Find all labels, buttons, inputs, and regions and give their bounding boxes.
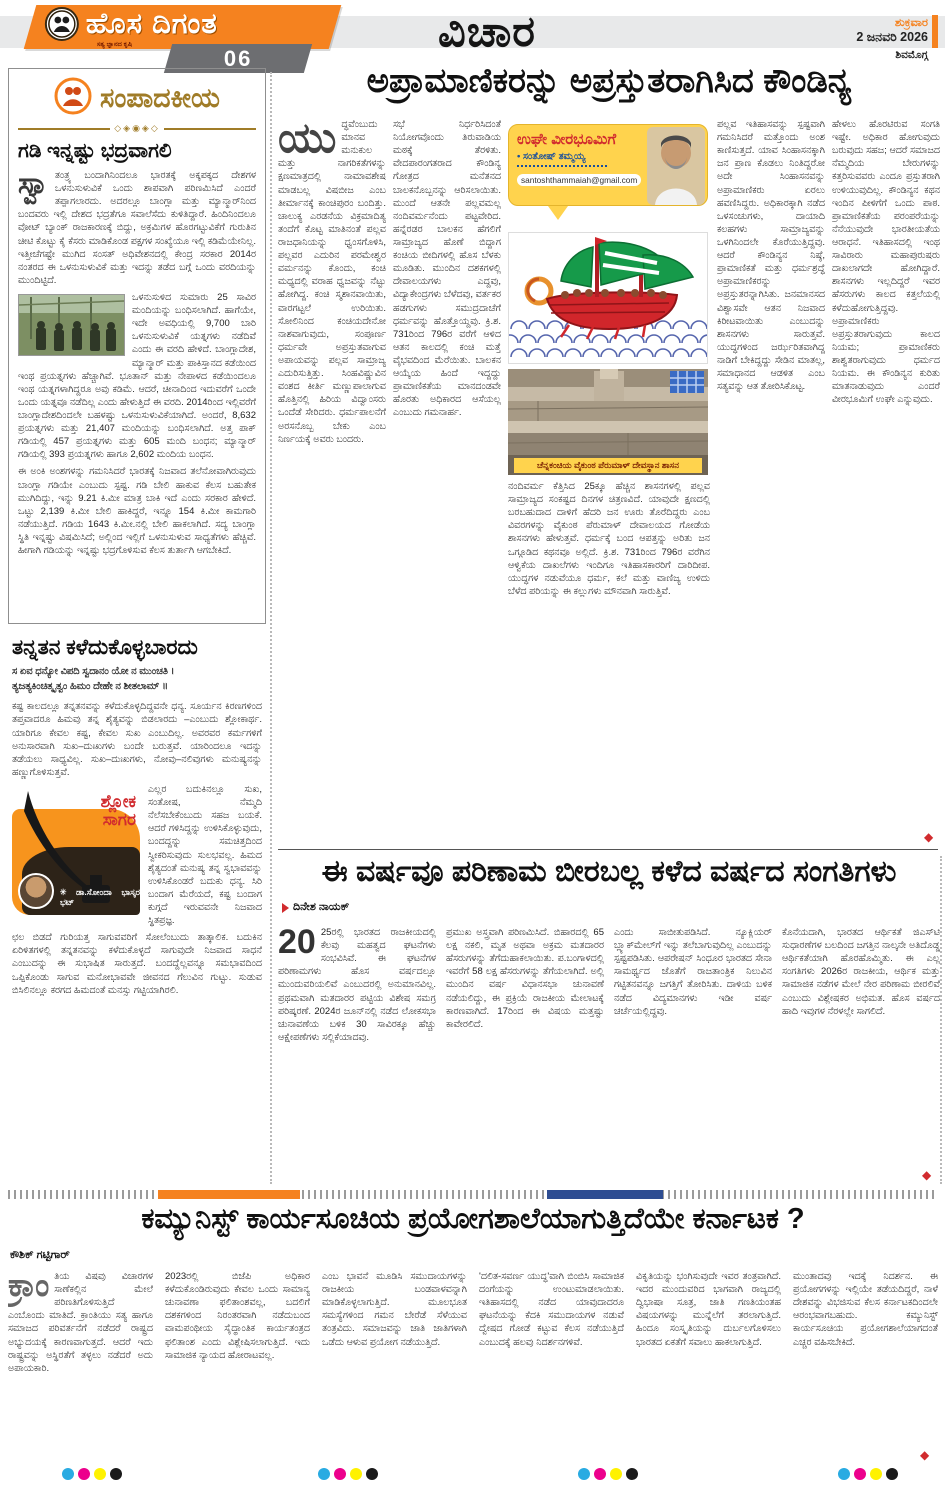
shloka-verse: ಸ ಏವ ಧನ್ಯೋ ವಿಪದಿ ಸ್ವದಾನಂ ಯೋ ನ ಮುಂಚತಿ । ತ್ಯಜತ್ಯಕಿಂಚಿತ್ಕೃತ್ವಂ ಹಿಮಂ ದೇಹೇ ನ ಶೀತಲಾಮ್ ॥ xyxy=(12,666,175,692)
badge-author-name: ✳ ಡಾ.ಸೋಂದಾ ಭಾಸ್ಕರ ಭಟ್ xyxy=(60,886,140,907)
shloka-paragraph: ಶ್ಲೋಕ ಸಾಗರ ✳ ಡಾ.ಸೋಂದಾ ಭಾಸ್ಕರ ಭಟ್ ಎಲ್ಲರ ಬದುಕಿನಲ್ಲೂ ಸುಖ, ಸಂತೋಷ, ನೆಮ್ಮದಿ ನೆಲೆಸಬೇಕೆಂಬುದು ಸಹಜ ಬಯಕೆ. ಆದರೆ ಗಳಿಸಿದ್ದನ್ನು ಉಳಿಸಿಕೊಳ್ಳುವುದು, ಬಂದದ್ದನ್ನು ಸಮಚಿತ್ತದಿಂದ ಸ್ವೀಕರಿಸುವುದು ಸುಲಭವಲ್ಲ. ಹಿಮದ ಶೈತ್ಯದಂತೆ ಮನುಷ್ಯ ತನ್ನ ಸ್ವಭಾವವನ್ನು ಉಳಿಸಿಕೊಂಡರೆ ಬದುಕು ಧನ್ಯ. ಸಿರಿ ಬಂದಾಗ ಮೆರೆಯದೆ, ಕಷ್ಟ ಬಂದಾಗ ಕುಗ್ಗದೆ ಇರುವವನೇ ನಿಜವಾದ ಸ್ಥಿತಪ್ರಜ್ಞ. xyxy=(12,783,262,927)
badge-title: ಶ್ಲೋಕ ಸಾಗರ xyxy=(100,792,136,829)
page-number: 06 xyxy=(164,44,312,73)
newspaper-title: ಹೊಸ ದಿಗಂತ xyxy=(85,7,218,40)
magenta-dot xyxy=(334,1468,346,1480)
ornament-divider: ◇◈◉◈◇ xyxy=(18,123,256,134)
year-article-byline: ದಿನೇಶ ನಾಯಕ್ xyxy=(282,901,349,914)
figure-column xyxy=(508,118,710,844)
article-end-mark: ◆ xyxy=(920,1448,930,1462)
author-photo xyxy=(647,127,705,205)
cmyk-registration-dots xyxy=(318,1468,378,1480)
edition-city: ಶಿವಮೊಗ್ಗ xyxy=(895,48,928,61)
author-email: santoshthammaiah@gmail.com xyxy=(517,174,641,186)
article-end-mark: ◆ xyxy=(922,1168,932,1182)
cmyk-registration-dots xyxy=(62,1468,122,1480)
article-column: ವಿಕೃತಿಯನ್ನು ಭಂಗಿಸುವುದೇ ಇವರ ತಂತ್ರವಾಗಿದೆ. ಇದರ ಮುಂದುವರಿದ ಭಾಗವಾಗಿ ರಾಜ್ಯದಲ್ಲಿ ದ್ವಿಭಾಷಾ ಸೂತ್ರ, ಜಾತಿ ಗಣತಿಯಂತಹ ವಿಷಯಗಳನ್ನು ಮುನ್ನೆಲೆಗೆ ತರಲಾಗುತ್ತಿದೆ. ಹಿಂದೂ ಸಂಸ್ಕೃತಿಯನ್ನು ದುರ್ಬಲಗೊಳಿಸಲು ಭಾರತದ ಏಕತೆಗೆ ಸವಾಲು ಹಾಕಲಾಗುತ್ತಿದೆ. xyxy=(636,1271,781,1348)
article-column: ಎಂದು ಸಾಬೀತುಪಡಿಸಿದೆ. ನ್ಯೂಕ್ಲಿಯರ್ ಬ್ಲ್ಯಾಕ್‌ಮೇಲ್‌ಗೆ ಇನ್ನು ತಲೆಬಾಗುವುದಿಲ್ಲ ಎಂಬುದನ್ನು ಸ್ಪಷ್ಟಪಡಿಸಿತು. ಆಪರೇಷನ್ ಸಿಂಧೂರ ಭಾರತದ ಸೇನಾ ಸಾಮರ್ಥ್ಯದ ಜೊತೆಗೆ ರಾಜತಾಂತ್ರಿಕ ನಿಲುವಿನ ಗಟ್ಟಿತನವನ್ನೂ ಜಗತ್ತಿಗೆ ತೋರಿಸಿತು. ದಾಳಿಯ ಬಳಿಕ ನಡೆದ ವಿದ್ಯಮಾನಗಳು ಇಡೀ ವರ್ಷ ಚರ್ಚೆಯಲ್ಲಿದ್ದವು. xyxy=(614,927,772,1017)
cmyk-registration-dots xyxy=(838,1468,898,1480)
border-security-photo xyxy=(18,294,125,356)
magenta-dot xyxy=(854,1468,866,1480)
article-column: 2023ರಲ್ಲಿ ಬಿಜೆಪಿ ಅಧಿಕಾರ ಕಳೆದುಕೊಂಡಿರುವುದು ಕೇವಲ ಒಂದು ಸಾಮಾನ್ಯ ಚುನಾವಣಾ ಫಲಿತಾಂಶವಲ್ಲ, ಬದಲಿಗೆ ದಶಕಗಳಿಂದ ನಿರಂತರವಾಗಿ ನಡೆದುಬಂದ ವಾಮಪಂಥೀಯ ಸೈದ್ಧಾಂತಿಕ ಕಾರ್ಯತಂತ್ರದ ಫಲಿತಾಂಶ ಎಂದು ವಿಶ್ಲೇಷಿಸಲಾಗುತ್ತಿದೆ. ಇದು ಸಾಮಾಜಿಕ ನ್ಯಾಯದ ಹೋರಾಟವಲ್ಲ. xyxy=(165,1271,310,1361)
dotted-flourish xyxy=(517,165,607,167)
tick-divider-orange xyxy=(158,1190,300,1199)
editorial-paragraph: ಸ್ವಾ ತಂತ್ರ್ಯ ಬಂದಾಗಿನಿಂದಲೂ ಭಾರತಕ್ಕೆ ಅಕ್ಕಪಕ್ಕದ ದೇಶಗಳ ಒಳನುಸುಳುವಿಕೆ ಒಂದು ಶಾಪವಾಗಿ ಪರಿಣಮಿಸಿದೆ ಎಂದರೆ ತಪ್ಪಾಗಲಾರದು. ಅದರಲ್ಲೂ ಬಾಂಗ್ಲಾ ಮತ್ತು ಮ್ಯಾನ್ಮಾರ್‌ನಿಂದ ಬಂದವರು ಇಲ್ಲಿ ದೇಶದ ಭದ್ರತೆಗೂ ಸವಾಲೆಸೆದು ಕುಳಿತಿದ್ದಾರೆ. ಹಿಂದಿನಿಂದಲೂ ವೋಟ್ ಬ್ಯಾಂಕ್ ರಾಜಕಾರಣಕ್ಕೆ ಬಿದ್ದು, ಅಕ್ರಮಿಗಳ ಹೊರಗಟ್ಟುವಿಕೆಗೆ ಗುರುತಿನ ಚೀಟಿ ಕೊಟ್ಟು ಕೈ ಕೆಸರು ಮಾಡಿಕೊಂಡ ಪಕ್ಷಗಳ ಸಂಖ್ಯೆಯೂ ಇಲ್ಲಿ ಕಡಿಮೆಯೇನಿಲ್ಲ. ಇತ್ತೀಚೆಗಷ್ಟೇ ಮುಗಿದ ಸಂಸತ್ ಅಧಿವೇಶನದಲ್ಲಿ ಕೇಂದ್ರ ಸರಕಾರ 2014ರ ನಂತರದ ಈ ಒಳನುಸುಳುವಿಕೆ ಮತ್ತು ಇದನ್ನು ತಡೆದ ಬಗ್ಗೆ ಒಂದು ವರದಿಯನ್ನು ಮುಂದಿಟ್ಟಿದೆ. xyxy=(18,167,256,286)
newspaper-tagline: ಸತ್ಯ ಜ್ಞಾನದ ಕೃಷಿ xyxy=(96,41,133,48)
cmyk-registration-dots xyxy=(578,1468,638,1480)
column-rule xyxy=(940,856,942,1184)
main-article-headline: ಅಪ್ರಾಮಾಣಿಕರನ್ನು ಅಪ್ರಸ್ತುತರಾಗಿಸಿದ ಕೌಂಡಿನ್ಯ xyxy=(366,62,852,100)
speech-bubble-tail xyxy=(548,206,568,220)
newspaper-logo-icon xyxy=(45,7,79,41)
yellow-dot xyxy=(94,1468,106,1480)
year-article-dropcap: 20 xyxy=(278,926,316,961)
main-article-body xyxy=(278,118,940,844)
weekday: ಶುಕ್ರವಾರ xyxy=(894,17,928,29)
badge-author-photo xyxy=(18,873,54,909)
column-rule xyxy=(270,72,272,1184)
editorial-paragraph: ಈ ಅಂಕಿ ಅಂಶಗಳನ್ನು ಗಮನಿಸಿದರೆ ಭಾರತಕ್ಕೆ ನಿಜವಾದ ತಲೆನೋವಾಗಿರುವುದು ಬಾಂಗ್ಲಾ ಗಡಿಯೇ ಎಂಬುದು ಸ್ಪಷ್ಟ. ಗಡಿ ಬೇಲಿ ಹಾಕುವ ಕೆಲಸ ಬಹುತೇಕ ಮುಗಿದಿದ್ದು, ಇನ್ನು 9.21 ಕಿ.ಮೀ ಮಾತ್ರ ಬಾಕಿ ಇದೆ ಎಂದು ಸರಕಾರ ಹೇಳಿದೆ. ಒಟ್ಟು 2,139 ಕಿ.ಮೀ ಬೇಲಿ ಹಾಕಿದ್ದರೆ, ಇನ್ನೂ 154 ಕಿ.ಮೀ ಕಾಮಗಾರಿ ನಡೆಯುತ್ತಿದೆ. ಗಡಿಯ 1643 ಕಿ.ಮೀ.ನಲ್ಲಿ ಬೇಲಿ ಹಾಕಲಾಗಿದೆ. ಸದ್ಯ ಬಾಂಗ್ಲಾ ಸ್ಥಿತಿ ಇನ್ನಷ್ಟು ವಿಷಮಿಸಿದೆ; ಅಲ್ಲಿಂದ ಇಲ್ಲಿಗೆ ಒಳನುಸುಳುವ ಸಾಧ್ಯತೆಗಳು ಹೆಚ್ಚಿವೆ. ಹೀಗಾಗಿ ಗಡಿಯನ್ನು ಇನ್ನಷ್ಟು ಭದ್ರಗೊಳಿಸುವ ಕೆಲಸ ತುರ್ತಾಗಿ ಆಗಬೇಕಿದೆ. xyxy=(18,466,256,557)
editorial-logo-icon xyxy=(54,77,92,120)
tick-divider xyxy=(8,1190,938,1199)
article-column: 'ದಲಿತ-ಸವರ್ಣ ಯುದ್ಧ'ವಾಗಿ ಬಿಂಬಿಸಿ ಸಾಮಾಜಿಕ ದಂಗೆಯನ್ನು ಉಂಟುಮಾಡಲಾಯಿತು. ಇತಿಹಾಸದಲ್ಲಿ ನಡೆದ ಯಾವುದಾದರೂ ಘಟನೆಯನ್ನು ಕೆದಕಿ ಸಮುದಾಯಗಳ ನಡುವೆ ದ್ವೇಷದ ಗೋಡೆ ಕಟ್ಟುವ ಕೆಲಸ ನಡೆಯುತ್ತಿದೆ ಎಂಬುದಕ್ಕೆ ಹಲವು ನಿದರ್ಶನಗಳಿವೆ. xyxy=(479,1271,624,1348)
article-column: ಮುಂತಾದವು ಇದಕ್ಕೆ ನಿದರ್ಶನ. ಈ ಪ್ರಯೋಗಗಳನ್ನು ಇಲ್ಲಿಯೇ ತಡೆಯದಿದ್ದರೆ, ನಾಳೆ ದೇಶವನ್ನು ವಿಭಜಿಸುವ ಕೆಲಸ ಕರ್ನಾಟಕದಿಂದಲೇ ಆರಂಭವಾಗಬಹುದು. ಕಮ್ಯುನಿಸ್ಟ್ ಕಾರ್ಯಸೂಚಿಯ ಪ್ರಯೋಗಶಾಲೆಯಾಗದಂತೆ ಎಚ್ಚರ ವಹಿಸಬೇಕಿದೆ. xyxy=(793,1271,938,1348)
black-dot xyxy=(886,1468,898,1480)
section-divider xyxy=(278,849,938,850)
section-title: ವಿಚಾರ xyxy=(438,8,537,56)
yellow-dot xyxy=(870,1468,882,1480)
article-column: ಕ್ರಾಂ ತಿಯ ವಿಷವು ವಿಚಾರಗಳ ಸಾಣೆಕಲ್ಲಿನ ಮೇಲೆ ಪರಿಣತಿಗೊಳಿಸುತ್ತಿದೆ ಎಂಬೊಂದು ಮಾತಿದೆ. ಕ್ರಾಂತಿಯು ಸತ್ಯ ಹಾಗೂ ಸಮಾಜದ ಪರಿವರ್ತನೆಗೆ ನಡೆದರೆ ರಾಷ್ಟ್ರದ ಅಭ್ಯುದಯಕ್ಕೆ ಕಾರಣವಾಗುತ್ತದೆ. ಆದರೆ ಇದು ರಾಷ್ಟ್ರವನ್ನು ಅಸ್ಥಿರತೆಗೆ ತಳ್ಳಲು ನಡೆದರೆ ಅದು ಅಪಾಯಕಾರಿ. xyxy=(8,1270,153,1374)
article-end-mark: ◆ xyxy=(924,830,934,844)
main-article-dropcap: ಯು xyxy=(278,118,337,161)
editorial-paragraph: ಒಳನುಸುಳಿದ ಸುಮಾರು 25 ಸಾವಿರ ಮಂದಿಯನ್ನು ಬಂಧಿಸಲಾಗಿದೆ. ಹಾಗೆಯೇ, ಇದೇ ಅವಧಿಯಲ್ಲಿ 9,700 ಬಾರಿ ಒಳನುಸುಳುವಿಕೆ ಯತ್ನಗಳು ನಡೆದಿವೆ ಎಂದು ಈ ವರದಿ ಹೇಳಿದೆ. ಬಾಂಗ್ಲಾದೇಶ, ಮ್ಯಾನ್ಮಾರ್ ಮತ್ತು ಪಾಕಿಸ್ತಾನದ ಕಡೆಯಿಂದ ಇಂಥ ಪ್ರಯತ್ನಗಳು ಹೆಚ್ಚಾಗಿವೆ. ಭೂತಾನ್ ಮತ್ತು ನೇಪಾಳದ ಕಡೆಯಿಂದಲೂ ಇಂಥ ಯತ್ನಗಳಾಗಿದ್ದರೂ ಅವು ಕಡಿಮೆ. ಆದರೆ, ಚೀನಾದಿಂದ ಇದುವರೆಗೆ ಒಂದೇ ಒಂದು ಯತ್ನವೂ ನಡೆದಿಲ್ಲ ಎಂದು ಹೇಳುತ್ತಿದೆ ಈ ವರದಿ. 2014ರಿಂದ ಇಲ್ಲಿವರೆಗೆ ಬಾಂಗ್ಲಾದೇಶದಿಂದಲೇ ಬಹಳಷ್ಟು ಒಳನುಸುಳುವಿಕೆಯಾಗಿದೆ. ಅಂದರೆ, 8,632 ಪ್ರಯತ್ನಗಳು ಮತ್ತು 21,407 ಮಂದಿಯನ್ನು ಬಂಧಿಸಲಾಗಿದೆ. ಅತ್ತ ಪಾಕ್ ಗಡಿಯಲ್ಲಿ 457 ಪ್ರಯತ್ನಗಳು ಮತ್ತು 605 ಮಂದಿ ಬಂಧನ; ಮ್ಯಾನ್ಮಾರ್ ಗಡಿಯಲ್ಲಿ 393 ಪ್ರಯತ್ನಗಳು ಹಾಗೂ 2,602 ಮಂದಿಯ ಬಂಧನ. xyxy=(18,291,256,461)
shloka-feature xyxy=(8,634,266,1210)
article-column: ಯುದ್ಧವೆಂಬುದು ಮಾನವ ಮನುಕುಲ ಮತ್ತು ನಾಗರಿಕತೆಗಳನ್ನು ಕ್ಷಣಮಾತ್ರದಲ್ಲಿ ನಾಮಾವಶೇಷ ಮಾಡಬಲ್ಲ ವಿಷಬೀಜ ಎಂಬ ತೀರ್ಮಾನಕ್ಕೆ ಕಾಂಚಿಪುರಂ ಬಂದಿತ್ತು. ಚಾಲುಕ್ಯ ಎರಡನೆಯ ವಿಕ್ರಮಾದಿತ್ಯ ತಂದೆಗೆ ಕೊಟ್ಟ ಮಾತಿನಂತೆ ಪಲ್ಲವ ರಾಜಧಾನಿಯನ್ನು ಧ್ವಂಸಗೊಳಿಸಿ, ಪಲ್ಲವರ ಎದುರಿನ ಪರಮೇಶ್ವರ ವರ್ಮನನ್ನು ಕೊಂದು, ಕಂಚಿ ಮಧ್ಯದಲ್ಲಿ ವರಾಹ ಧ್ವಜವನ್ನು ನೆಟ್ಟು ಹೋಗಿದ್ದ. ಕಂಚಿ ಸ್ಮಶಾನವಾಯಿತು, ವಾರಗಟ್ಟಲೆ ಉರಿಯಿತು. ಸೋಲಿನಿಂದ ಕಂಚಿಯದೇನೋ ನಾಶವಾಗುವುದು, ಸಂಪೂರ್ಣ ಧರ್ಮವೇ ಅಪ್ರಸ್ತುತವಾಗುವ ಅಪಾಯವನ್ನು ಪಲ್ಲವ ಸಾಮ್ರಾಜ್ಯ ಎದುರಿಸುತ್ತಿತ್ತು. ಸಿಂಹವಿಷ್ಣುವಿನ ವಂಶದ ಕೀರ್ತಿ ಮಣ್ಣುಪಾಲಾಗುವ ಹೊತ್ತಿನಲ್ಲಿ ಹಿರಿಯ ವಿದ್ವಾಂಸರು ಒಂದೆಡೆ ಸೇರಿದರು. ಧರ್ಮಪಾಲನೆಗೆ ಅರಸನೊಬ್ಬ ಬೇಕು ಎಂಬ ನಿರ್ಣಯಕ್ಕೆ ಅವರು ಬಂದರು. xyxy=(278,118,386,445)
cyan-dot xyxy=(318,1468,330,1480)
magenta-dot xyxy=(78,1468,90,1480)
black-dot xyxy=(366,1468,378,1480)
year-article-headline: ಈ ವರ್ಷವೂ ಪರಿಣಾಮ ಬೀರಬಲ್ಲ ಕಳೆದ ವರ್ಷದ ಸಂಗತಿಗಳು xyxy=(321,855,897,888)
communist-article-dropcap: ಕ್ರಾಂ xyxy=(8,1270,50,1303)
ship-illustration xyxy=(508,232,708,364)
article-column: ಎಂಬ ಭಾವನೆ ಮೂಡಿಸಿ ಸಮುದಾಯಗಳನ್ನು ರಾಜಕೀಯ ಬಂಡವಾಳವನ್ನಾಗಿ ಮಾಡಿಕೊಳ್ಳಲಾಗುತ್ತಿದೆ. ಮೂಲಭೂತ ಸಮಸ್ಯೆಗಳಿಂದ ಗಮನ ಬೇರೆಡೆ ಸೆಳೆಯುವ ತಂತ್ರವಿದು. ಸಮಾಜವನ್ನು ಜಾತಿ ಜಾತಿಗಳಾಗಿ ಒಡೆದು ಆಳುವ ಪ್ರಯೋಗ ನಡೆಯುತ್ತಿದೆ. xyxy=(322,1271,467,1348)
communist-article-body xyxy=(8,1270,938,1464)
cyan-dot xyxy=(838,1468,850,1480)
yellow-dot xyxy=(610,1468,622,1480)
author-name: • ಸಂತೋಷ್ ತಮ್ಮಯ್ಯ xyxy=(517,151,586,162)
article-column: ಕೊನೆಯದಾಗಿ, ಭಾರತದ ಆರ್ಥಿಕತೆ ಜಿಎಸ್‌ಟಿ ಸುಧಾರಣೆಗಳ ಬಲದಿಂದ ಜಗತ್ತಿನ ನಾಲ್ಕನೇ ಅತಿದೊಡ್ಡ ಆರ್ಥಿಕತೆಯಾಗಿ ಹೊರಹೊಮ್ಮಿತು. ಈ ಎಲ್ಲ ಸಂಗತಿಗಳು 2026ರ ರಾಜಕೀಯ, ಆರ್ಥಿಕ ಮತ್ತು ಸಾಮಾಜಿಕ ನಡೆಗಳ ಮೇಲೆ ನೇರ ಪರಿಣಾಮ ಬೀರಲಿವೆ ಎಂಬುದು ವಿಶ್ಲೇಷಕರ ಅಭಿಮತ. ಹೊಸ ವರ್ಷದ ಹಾದಿ ಇವುಗಳ ನೆರಳಲ್ಲೇ ಸಾಗಲಿದೆ. xyxy=(782,927,940,1017)
communist-article-byline: ಕೌಶಿಕ್ ಗಟ್ಟಿಗಾರ್ xyxy=(10,1249,70,1261)
cyan-dot xyxy=(578,1468,590,1480)
article-column: ಪಲ್ಲವ ಇತಿಹಾಸವನ್ನು ಸ್ಪಷ್ಟವಾಗಿ ಗಮನಿಸಿದರೆ ಮತ್ತೊಂದು ಅಂಶ ಕಾಣಿಸುತ್ತದೆ. ಯಾವ ಸಿಂಹಾಸನಕ್ಕಾಗಿ ಜನ ಪ್ರಾಣ ಕೊಡಲು ನಿಂತಿದ್ದರೋ ಅದೇ ಸಿಂಹಾಸನವನ್ನು ಅಪ್ರಾಮಾಣಿಕರು ಏರಲು ಹವಣಿಸಿದ್ದರು. ಅಧಿಕಾರಕ್ಕಾಗಿ ನಡೆದ ಒಳಸಂಚುಗಳು, ದಾಯಾದಿ ಕಲಹಗಳು ಸಾಮ್ರಾಜ್ಯವನ್ನು ಒಳಗಿನಿಂದಲೇ ಕೊರೆಯುತ್ತಿದ್ದವು. ಆದರೆ ಕೌಂಡಿನ್ಯನ ನಿಷ್ಠೆ, ಪ್ರಾಮಾಣಿಕತೆ ಮತ್ತು ಧರ್ಮಶ್ರದ್ಧೆ ಅಪ್ರಾಮಾಣಿಕರನ್ನು ಅಪ್ರಸ್ತುತರನ್ನಾಗಿಸಿತು. ಜನಮಾನಸದ ವಿಶ್ವಾಸವೇ ಆತನ ನಿಜವಾದ ಕಿರೀಟವಾಯಿತು ಎಂಬುದನ್ನು ಶಾಸನಗಳು ಸಾರುತ್ತವೆ. ಯುದ್ಧಗಳಿಂದ ಜರ್ಝರಿತವಾಗಿದ್ದ ನಾಡಿಗೆ ಬೇಕಿದ್ದದ್ದು ಸೇಡಿನ ಮಾತಲ್ಲ, ಸಮಾಧಾನದ ಆಡಳಿತ ಎಂಬ ಸತ್ಯವನ್ನು ಆತ ತೋರಿಸಿಕೊಟ್ಟ. xyxy=(717,119,825,393)
shloka-headline: ತನ್ನತನ ಕಳೆದುಕೊಳ್ಳಬಾರದು xyxy=(12,636,198,659)
masthead xyxy=(24,5,342,49)
author-box xyxy=(508,124,708,206)
article-column: ನಂದಿವರ್ಮ ಕೆತ್ತಿಸಿದ 25ಕ್ಕೂ ಹೆಚ್ಚಿನ ಶಾಸನಗಳಲ್ಲಿ ಪಲ್ಲವ ಸಾಮ್ರಾಜ್ಯದ ಸಂಕಷ್ಟದ ದಿನಗಳ ಚಿತ್ರಣವಿದೆ. ಯಾವುದೇ ಕ್ಷಣದಲ್ಲಿ ಬರಬಹುದಾದ ದಾಳಿಗೆ ಹೆದರಿ ಜನ ಊರು ತೊರೆದಿದ್ದರು ಎಂಬ ವಿವರಗಳನ್ನು ವೈಕುಂಠ ಪೆರುಮಾಳ್ ದೇವಾಲಯದ ಗೋಡೆಯ ಶಾಸನಗಳು ಹೇಳುತ್ತವೆ. ಧರ್ಮಕ್ಕೆ ಬಂದ ಆಪತ್ತನ್ನು ಅರಿತು ಜನ ಒಗ್ಗೂಡಿದ ಕಥನವೂ ಅಲ್ಲಿದೆ. ಕ್ರಿ.ಶ. 731ರಿಂದ 796ರ ವರೆಗಿನ ಆಳ್ವಿಕೆಯ ದಾಖಲೆಗಳು ಇಂದಿಗೂ ಇತಿಹಾಸಕಾರರಿಗೆ ದಾರಿದೀಪ. ಯುದ್ಧಗಳ ನಡುವೆಯೂ ಧರ್ಮ, ಕಲೆ ಮತ್ತು ವಾಣಿಜ್ಯ ಉಳಿದು ಬೆಳೆದ ಪರಿಯನ್ನು ಈ ಕಲ್ಲುಗಳು ಮೌನವಾಗಿ ಸಾರುತ್ತಿವೆ. xyxy=(508,481,710,597)
shloka-sagara-badge xyxy=(12,787,140,915)
black-dot xyxy=(626,1468,638,1480)
date: 2 ಜನವರಿ 2026 xyxy=(856,30,928,45)
cyan-dot xyxy=(62,1468,74,1480)
article-column: ಪ್ರಮುಖ ಅಸ್ತ್ರವಾಗಿ ಪರಿಣಮಿಸಿದೆ. ಬಿಹಾರದಲ್ಲಿ 65 ಲಕ್ಷ ನಕಲಿ, ಮೃತ ಅಥವಾ ಅಕ್ರಮ ಮತದಾರರ ಹೆಸರುಗಳನ್ನು ತೆಗೆದುಹಾಕಲಾಯಿತು. ಪ.ಬಂಗಾಳದಲ್ಲಿ ಇವರೆಗೆ 58 ಲಕ್ಷ ಹೆಸರುಗಳನ್ನು ತೆಗೆಯಲಾಗಿದೆ. ಅಲ್ಲಿ ಮುಂದಿನ ವರ್ಷ ವಿಧಾನಸಭಾ ಚುನಾವಣೆ ನಡೆಯಲಿದ್ದು, ಈ ಪ್ರಕ್ರಿಯೆ ರಾಜಕೀಯ ಮೇಲಾಟಕ್ಕೆ ಕಾರಣವಾಗಿದೆ. 17ರಿಂದ ಈ ವಿಷಯ ಮತ್ತಷ್ಟು ಕಾವೇರಲಿದೆ. xyxy=(446,927,604,1030)
shloka-paragraph: ಕಷ್ಟ ಕಾಲದಲ್ಲೂ ತನ್ನತನವನ್ನು ಕಳೆದುಕೊಳ್ಳದಿದ್ದವನೇ ಧನ್ಯ. ಸೂರ್ಯನ ಕಿರಣಗಳಿಂದ ತಪ್ತವಾದರೂ ಹಿಮವು ತನ್ನ ಶೈತ್ಯವನ್ನು ಬಿಡಲಾರದು –ಎಂಬುದು ಶ್ಲೋಕಾರ್ಥ. ಯಾರಿಗೂ ಕೇವಲ ಕಷ್ಟ, ಕೇವಲ ಸುಖ ಎಂಬುದಿಲ್ಲ. ಅವರವರ ಕರ್ಮಗಳಿಗೆ ಅನುಸಾರವಾಗಿ ಸುಖ–ದುಃಖಗಳು ಬಂದೇ ಬರುತ್ತವೆ. ಯಾರಿಂದಲೂ ಇದನ್ನು ತಡೆಯಲು ಸಾಧ್ಯವಿಲ್ಲ. ಸುಖ–ದುಃಖಗಳು, ನೋವು–ನಲಿವುಗಳು ಮನುಷ್ಯನನ್ನು ಹಣ್ಣುಗೊಳಿಸುತ್ತವೆ. xyxy=(12,701,262,778)
shloka-paragraph: ಛಲ ಬಿಡದೆ ಗುರಿಯತ್ತ ಸಾಗುವವರಿಗೆ ಸೋಲೆಂಬುದು ತಾತ್ಕಾಲಿಕ. ಬದುಕಿನ ಏರಿಳಿತಗಳಲ್ಲಿ ತನ್ನತನವನ್ನು ಕಳೆದುಕೊಳ್ಳದೆ ಸಾಗುವುದೇ ನಿಜವಾದ ಸಾಧನೆ ಎಂಬುದನ್ನು ಈ ಸುಭಾಷಿತ ಸಾರುತ್ತದೆ. ಬಂದದ್ದೆಲ್ಲವನ್ನೂ ಸಮಭಾವದಿಂದ ಒಪ್ಪಿಕೊಂಡು ಸಾಗುವ ಮನೋಭಾವವೇ ಜೀವನದ ಗೆಲುವಿನ ಗುಟ್ಟು. ಸುಡುವ ಬಿಸಿಲಿನಲ್ಲೂ ಕರಗದ ಹಿಮದಂತೆ ಮನಸ್ಸು ಗಟ್ಟಿಯಾಗಿರಲಿ. xyxy=(12,932,262,996)
year-article-body xyxy=(278,926,940,1184)
header-accent-bar xyxy=(932,15,938,48)
article-column: ಹೇಳಲು ಹೊರಟಿರುವ ಸಂಗತಿ ಇಷ್ಟೇ. ಅಧಿಕಾರ ಹೋಗುವುದು ಬರುವುದು ಸಹಜ; ಆದರೆ ಸಮಾಜದ ನೆಮ್ಮದಿಯ ಬೇರುಗಳನ್ನು ಕತ್ತರಿಸುವವರು ಎಂದೂ ಪ್ರಸ್ತುತರಾಗಿ ಉಳಿಯುವುದಿಲ್ಲ. ಕೌಂಡಿನ್ಯನ ಕಥನ ಇಂದಿನ ಪೀಳಿಗೆಗೆ ಒಂದು ಪಾಠ. ಪ್ರಾಮಾಣಿಕತೆಯ ಪರಂಪರೆಯನ್ನು ನೆನೆಯುವುದೇ ಭಾರತೀಯತೆಯ ಆರಾಧನೆ. ಇತಿಹಾಸದಲ್ಲಿ ಇಂಥ ಸಾವಿರಾರು ಮಹಾಪುರುಷರು ದಾಖಲಾಗದೇ ಹೋಗಿದ್ದಾರೆ. ಶಾಸನಗಳು ಇಲ್ಲದಿದ್ದರೆ ಇವರ ಹೆಸರುಗಳು ಕಾಲದ ಕತ್ತಲೆಯಲ್ಲಿ ಕಳೆದುಹೋಗುತ್ತಿದ್ದವು. ಅಪ್ರಾಮಾಣಿಕರು ಅಪ್ರಸ್ತುತರಾಗುವುದು ಕಾಲದ ನಿಯಮ; ಪ್ರಾಮಾಣಿಕರು ಶಾಶ್ವತರಾಗುವುದು ಧರ್ಮದ ನಿಯಮ. ಈ ಕೌಂಡಿನ್ಯನ ಕುರಿತು ಮಾತನಾಡುವುದು ಎಂದರೆ ವೀರಭೂಮಿಗೆ ಉಘೇ ಎನ್ನುವುದು. xyxy=(832,119,940,406)
yellow-dot xyxy=(350,1468,362,1480)
article-column: ಸಭೆ ನಿರ್ಧರಿಸಿದಂತೆ ನಿಯೋಗವೊಂದು ತಿರುವಾಡಿಯ ಮಠಕ್ಕೆ ತೆರಳಿತು. ವೇದಪಾರಂಗತರಾದ ಕೌಂಡಿನ್ಯ ಗೋತ್ರದ ಮನೆತನದ ಬಾಲಕನೊಬ್ಬನನ್ನು ಆರಿಸಲಾಯಿತು. ಮುಂದೆ ಆತನೇ ಪಲ್ಲವಮಲ್ಲ ನಂದಿವರ್ಮನೆಂದು ಪಟ್ಟವೇರಿದ. ಹನ್ನೆರಡರ ಬಾಲಕನ ಹೆಗಲಿಗೆ ಸಾಮ್ರಾಜ್ಯದ ಹೊಣೆ ಬಿದ್ದಾಗ ಕಂಚಿಯ ಬೀದಿಗಳಲ್ಲಿ ಹೊಸ ಬೆಳಕು ಮೂಡಿತು. ಮುಂದಿನ ದಶಕಗಳಲ್ಲಿ ದೇವಾಲಯಗಳು ಎದ್ದವು, ವಿದ್ಯಾಕೇಂದ್ರಗಳು ಬೆಳೆದವು, ವರ್ತಕರ ಹಡಗುಗಳು ಸಮುದ್ರದಾಚೆಗೆ ಧರ್ಮವನ್ನು ಹೊತ್ತೊಯ್ದವು. ಕ್ರಿ.ಶ. 731ರಿಂದ 796ರ ವರೆಗೆ ಆಳಿದ ಆತನ ಕಾಲದಲ್ಲಿ ಕಂಚಿ ಮತ್ತೆ ವೈಭವದಿಂದ ಮೆರೆಯಿತು. ಬಾಲಕನ ಆಯ್ಕೆಯ ಹಿಂದೆ ಇದ್ದದ್ದು ಪ್ರಾಮಾಣಿಕತೆಯ ಮಾನದಂಡವೇ ಹೊರತು ಅಧಿಕಾರದ ಆಸೆಯಲ್ಲ ಎಂಬುದು ಗಮನಾರ್ಹ. xyxy=(393,119,501,419)
editorial-dropcap: ಸ್ವಾ xyxy=(18,167,50,200)
tick-divider-blue xyxy=(547,1190,663,1199)
image-caption: ಚೆನ್ನಕಂಚಿಯ ವೈಕುಂಠ ಪೆರುಮಾಳ್ ದೇವಸ್ಥಾನ ಶಾಸನ xyxy=(514,458,702,473)
black-dot xyxy=(110,1468,122,1480)
communist-article-headline: ಕಮ್ಯುನಿಸ್ಟ್ ಕಾರ್ಯಸೂಚಿಯ ಪ್ರಯೋಗಶಾಲೆಯಾಗುತ್ತಿದೆಯೇ ಕರ್ನಾಟಕ ? xyxy=(141,1203,805,1235)
author-box-title: ಉಘೇ ವೀರಭೂಮಿಗೆ xyxy=(517,131,617,148)
magenta-dot xyxy=(594,1468,606,1480)
editorial-headline: ಗಡಿ ಇನ್ನಷ್ಟು ಭದ್ರವಾಗಲಿ xyxy=(18,140,172,162)
editorial-box xyxy=(8,68,266,624)
byline-arrow-icon xyxy=(282,903,289,913)
article-column: 20 25ರಲ್ಲಿ ಭಾರತದ ರಾಜಕೀಯದಲ್ಲಿ ಕೆಲವು ಮಹತ್ವದ ಘಟನೆಗಳು ಸಂಭವಿಸಿವೆ. ಈ ಘಟನೆಗಳ ಪರಿಣಾಮಗಳು ಹೊಸ ವರ್ಷದಲ್ಲೂ ಮುಂದುವರಿಯಲಿವೆ ಎಂಬುದರಲ್ಲಿ ಅನುಮಾನವಿಲ್ಲ. ಪ್ರಥಮವಾಗಿ ಮತದಾರರ ಪಟ್ಟಿಯ ವಿಶೇಷ ಸಮಗ್ರ ಪರಿಷ್ಕರಣೆ. 2024ರ ಜೂನ್‌ನಲ್ಲಿ ನಡೆದ ಲೋಕಸಭಾ ಚುನಾವಣೆಯ ಬಳಿಕ 30 ಸಾವಿರಕ್ಕೂ ಹೆಚ್ಚು ಆಕ್ಷೇಪಣೆಗಳು ಸಲ್ಲಿಕೆಯಾದವು. xyxy=(278,926,436,1043)
editorial-label: ಸಂಪಾದಕೀಯ xyxy=(100,82,220,113)
